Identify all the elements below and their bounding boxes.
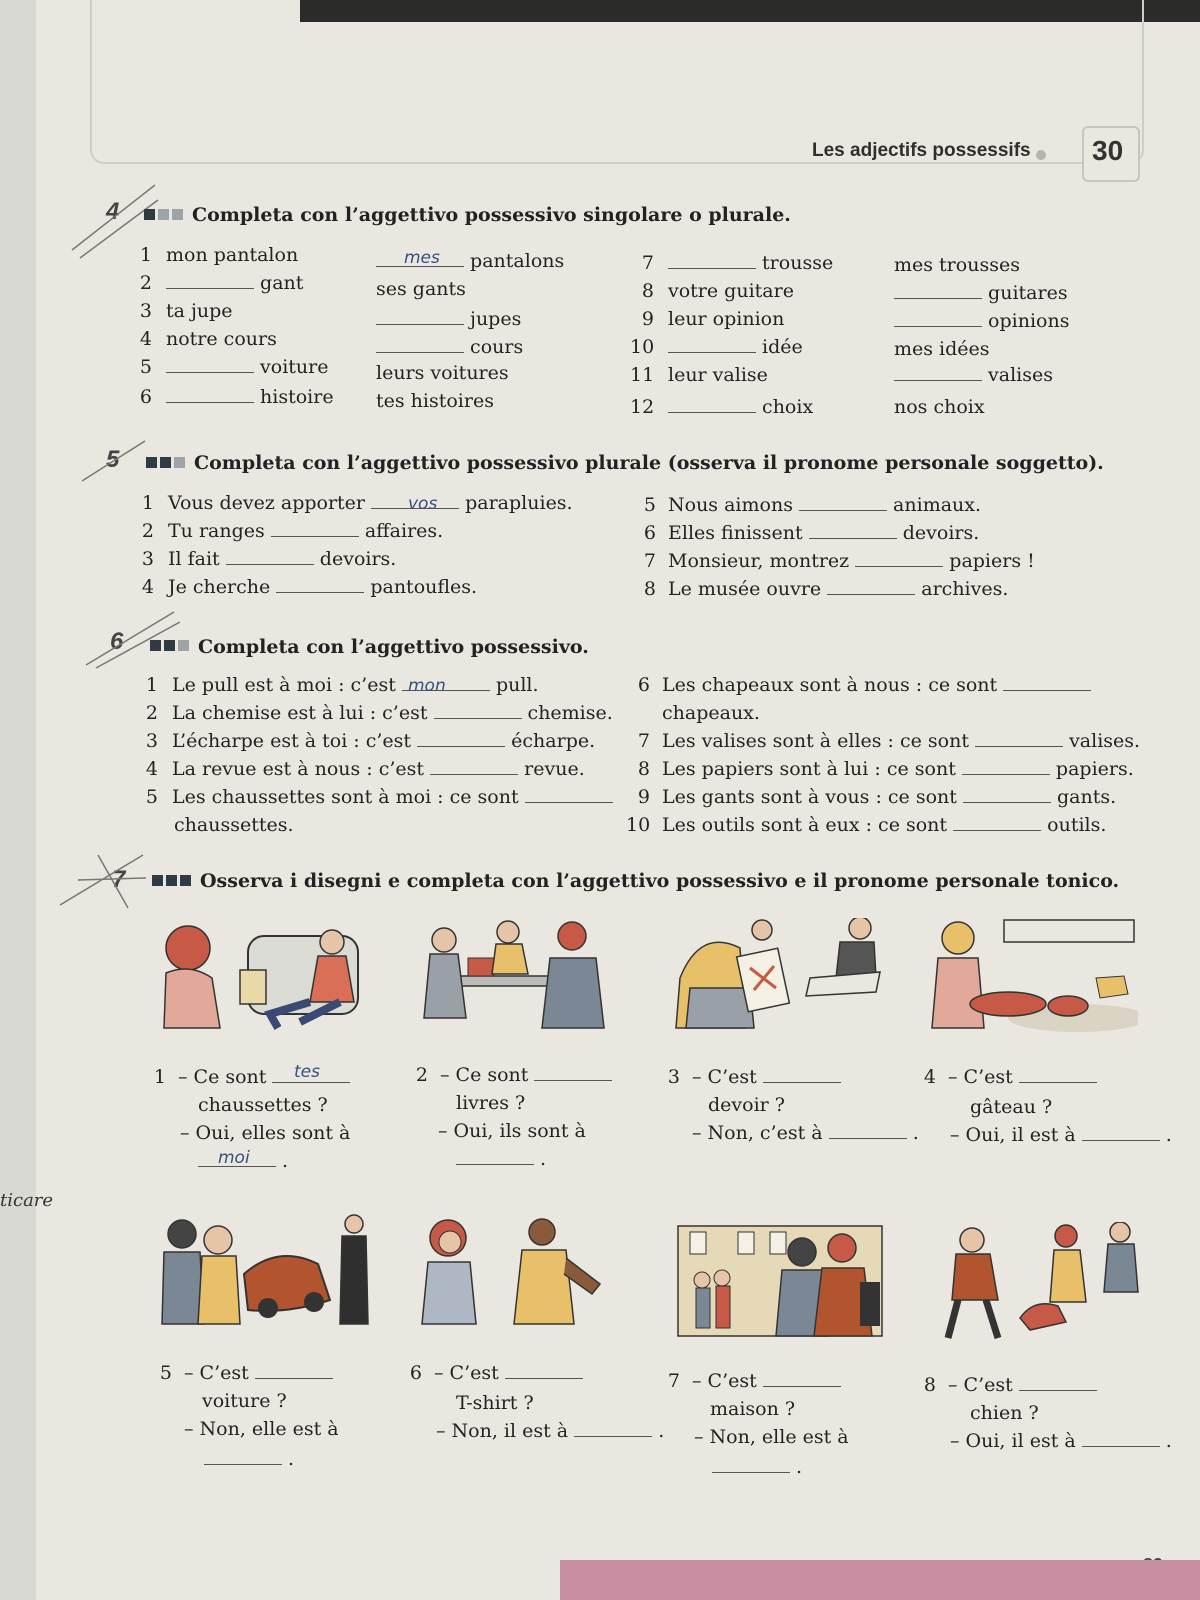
item-text: valises. <box>1069 730 1141 752</box>
item-text: Je cherche <box>168 576 271 598</box>
answer-blank[interactable] <box>763 1066 841 1083</box>
handwritten-answer: vos <box>408 494 438 514</box>
item-number: 8 <box>923 1374 936 1396</box>
item-text: – Oui, il est à <box>950 1124 1076 1146</box>
item-number: 5 <box>145 786 158 808</box>
item-text: Les chapeaux sont à nous : ce sont <box>662 674 998 696</box>
item-number: 7 <box>667 1370 680 1392</box>
item-singular: histoire <box>260 386 334 408</box>
answer-blank[interactable] <box>456 1148 534 1165</box>
answer-blank[interactable] <box>953 814 1041 831</box>
answer-blank[interactable] <box>1082 1430 1160 1447</box>
item-text: – C’est <box>184 1362 249 1384</box>
item-text: – Ce sont <box>440 1064 529 1086</box>
item-text: Les outils sont à eux : ce sont <box>662 814 948 836</box>
item-number: 5 <box>159 1362 172 1384</box>
item-singular: idée <box>762 336 803 358</box>
item-text: Elles finissent <box>668 522 803 544</box>
handwritten-answer: mes <box>404 248 440 268</box>
item-plural: guitares <box>988 282 1068 304</box>
item-text: T-shirt ? <box>456 1392 534 1414</box>
item-text: écharpe. <box>511 730 596 752</box>
answer-blank[interactable] <box>962 758 1050 775</box>
difficulty-square <box>166 875 177 886</box>
item-plural: pantalons <box>470 250 565 272</box>
answer-blank[interactable] <box>668 396 756 413</box>
item-text: parapluies. <box>465 492 573 514</box>
item-singular: mon pantalon <box>166 244 299 266</box>
item-number: 8 <box>637 758 650 780</box>
answer-blank[interactable] <box>166 272 254 289</box>
answer-blank[interactable] <box>855 550 943 567</box>
item-text: Vous devez apporter <box>168 492 366 514</box>
item-text: chaussettes. <box>174 814 294 836</box>
item-plural: ses gants <box>376 278 466 300</box>
item-plural: jupes <box>470 308 522 330</box>
answer-blank[interactable] <box>271 520 359 537</box>
item-text: chemise. <box>527 702 613 724</box>
difficulty-square <box>172 209 183 220</box>
item-singular: leur opinion <box>668 308 785 330</box>
item-text: chapeaux. <box>662 702 760 724</box>
item-plural: opinions <box>988 310 1070 332</box>
item-text: affaires. <box>364 520 444 542</box>
pencil-strike <box>58 850 148 910</box>
answer-blank[interactable] <box>829 1122 907 1139</box>
item-number: 6 <box>139 386 152 408</box>
item-plural: nos choix <box>894 396 985 418</box>
item-text: voiture ? <box>202 1390 287 1412</box>
answer-blank[interactable] <box>574 1420 652 1437</box>
answer-blank[interactable] <box>894 364 982 381</box>
exercise-5-number: 5 <box>106 446 120 473</box>
item-singular: votre guitare <box>668 280 794 302</box>
item-text: Les papiers sont à lui : ce sont <box>662 758 956 780</box>
answer-blank[interactable] <box>712 1456 790 1473</box>
item-number: 3 <box>139 300 152 322</box>
item-text: – Oui, elles sont à <box>180 1122 351 1144</box>
item-text: – Non, il est à <box>436 1420 569 1442</box>
item-plural: tes histoires <box>376 390 494 412</box>
difficulty-square <box>146 457 157 468</box>
item-text: – Oui, ils sont à <box>438 1120 586 1142</box>
item-number: 1 <box>145 674 158 696</box>
item-number: 4 <box>923 1066 936 1088</box>
item-text: chaussettes ? <box>198 1094 328 1116</box>
answer-blank[interactable] <box>434 702 522 719</box>
exercise-6-number: 6 <box>110 628 124 655</box>
item-singular: gant <box>260 272 304 294</box>
item-text: L’écharpe est à toi : c’est <box>172 730 412 752</box>
item-singular: trousse <box>762 252 834 274</box>
item-text: gâteau ? <box>970 1096 1053 1118</box>
page-number: 30 <box>1092 135 1124 166</box>
item-text: Le musée ouvre <box>668 578 822 600</box>
item-text: gants. <box>1057 786 1117 808</box>
difficulty-square <box>180 875 191 886</box>
difficulty-square <box>150 640 161 651</box>
item-text: – C’est <box>434 1362 499 1384</box>
difficulty-square <box>144 209 155 220</box>
exercise-4-number: 4 <box>106 198 120 225</box>
item-number: 6 <box>409 1362 422 1384</box>
item-number: 2 <box>145 702 158 724</box>
item-number: 8 <box>643 578 656 600</box>
item-number: 7 <box>637 730 650 752</box>
item-text: maison ? <box>710 1398 796 1420</box>
workbook-page-photo: Les adjectifs possessifs 30 4 Completa con l’aggettivo possessivo singolare o plurale. 1 mon pantalon pantalons mes 2 gant ses gants 3 ta jupe jupes 4 notre cours cours 5 voiture leurs voitures 6 histoire tes histoires 7 trousse mes trousses 8 votre guitare guitares 9 leur opinion opinions 10 idée mes idées 11 leur valise valises 12 choix nos choix 5 Completa con l’aggettivo possessivo plurale (osserva il pronome personale soggetto). 1 Vous devez apporter parapluies. vos 2 Tu ranges affaires. 3 Il fait devoirs. 4 Je cherche pantoufles. 5 Nous aimons animaux. 6 Elles finissent devoirs. 7 Monsieur, montrez papiers ! 8 Le musée ouvre archives. 6 Completa con l’aggettivo possessivo. 1 Le pull est à moi : c’est pull. mon 2 La chemise est à lui : c’est chemise. 3 L’écharpe est à toi : c’est écharpe. 4 La revue est à nous : c’est revue. 5 Les chaussettes sont à moi : ce sont chaussettes. 6 Les chapeaux sont à nous : ce sont chapeaux. 7 Les valises sont à elles : ce sont valises. 8 Les papiers sont à lui : ce sont papiers. 9 Les gants sont à vous : ce sont gants. 10 Les outils sont à eux : ce sont outils. 7 Osserva i disegni e completa con l’aggettivo possessivo e il pronome personale tonico. 1 – Ce sont tes chaussettes ? – Oui, elles sont à . moi 2 – Ce sont livres ? – Oui, ils sont à . 3 – C’est devoir ? – Non, c’est à . 4 – C’est gâteau ? – Oui, il est à . 5 – C’est voiture ? – Non, elle est à . 6 – C’est T-shirt ? – Non, il est à . 7 – C’est maison ? – Non, elle est à . 8 – C’est chien ? – Oui, il est à . ticare <box>0 0 1200 1600</box>
illustration-cake <box>928 918 1138 1046</box>
item-text: Nous aimons <box>668 494 793 516</box>
item-text: papiers. <box>1055 758 1134 780</box>
item-text: outils. <box>1047 814 1107 836</box>
item-number: 4 <box>145 758 158 780</box>
item-text: – Non, elle est à <box>184 1418 339 1440</box>
facing-page-edge <box>0 0 37 1600</box>
exercise-7-instruction: Osserva i disegni e completa con l’aggettivo possessivo e il pronome personale tonico. <box>200 870 1120 892</box>
answer-blank[interactable] <box>204 1448 282 1465</box>
item-text: livres ? <box>456 1092 526 1114</box>
item-plural: cours <box>470 336 524 358</box>
header-dot <box>1036 150 1046 160</box>
answer-blank[interactable] <box>534 1064 612 1081</box>
item-text: devoirs. <box>319 548 397 570</box>
illustration-books <box>412 918 612 1046</box>
item-text: Tu ranges <box>168 520 265 542</box>
item-number: 2 <box>139 272 152 294</box>
answer-blank[interactable] <box>276 576 364 593</box>
item-number: 5 <box>643 494 656 516</box>
facing-page-text: ticare <box>0 1190 54 1211</box>
answer-blank[interactable] <box>430 758 518 775</box>
item-number: 4 <box>141 576 154 598</box>
item-plural: mes trousses <box>894 254 1020 276</box>
difficulty-square <box>164 640 175 651</box>
item-number: 6 <box>643 522 656 544</box>
illustration-homework <box>670 918 890 1046</box>
handwritten-answer: mon <box>408 676 446 696</box>
item-text: – C’est <box>692 1370 757 1392</box>
illustration-house <box>674 1222 888 1340</box>
item-text: devoir ? <box>708 1094 785 1116</box>
item-singular: choix <box>762 396 814 418</box>
section-title: Les adjectifs possessifs <box>812 140 1031 161</box>
handwritten-answer: tes <box>294 1062 320 1082</box>
difficulty-square <box>152 875 163 886</box>
item-plural: valises <box>988 364 1054 386</box>
item-text: chien ? <box>970 1402 1039 1424</box>
item-number: 1 <box>139 244 152 266</box>
item-text: Il fait <box>168 548 220 570</box>
exercise-7-number: 7 <box>112 866 126 893</box>
answer-blank[interactable] <box>894 282 982 299</box>
answer-blank[interactable] <box>809 522 897 539</box>
item-text: – C’est <box>948 1374 1013 1396</box>
item-text: La revue est à nous : c’est <box>172 758 425 780</box>
item-text: – C’est <box>692 1066 757 1088</box>
item-number: 3 <box>141 548 154 570</box>
item-text: – Non, c’est à <box>692 1122 823 1144</box>
answer-blank[interactable] <box>255 1362 333 1379</box>
item-number: 6 <box>637 674 650 696</box>
item-number: 2 <box>415 1064 428 1086</box>
item-text: Les chaussettes sont à moi : ce sont <box>172 786 519 808</box>
item-number: 10 <box>626 814 651 836</box>
item-singular: leur valise <box>668 364 768 386</box>
pencil-strike <box>80 436 150 486</box>
answer-blank[interactable] <box>376 336 464 353</box>
handwritten-answer: moi <box>218 1148 250 1168</box>
answer-blank[interactable] <box>525 786 613 803</box>
item-number: 9 <box>637 786 650 808</box>
answer-blank[interactable] <box>975 730 1063 747</box>
illustration-car <box>158 1214 378 1338</box>
item-singular: voiture <box>260 356 329 378</box>
answer-blank[interactable] <box>1019 1374 1097 1391</box>
item-number: 7 <box>641 252 654 274</box>
answer-blank[interactable] <box>1082 1124 1160 1141</box>
answer-blank[interactable] <box>1019 1066 1097 1083</box>
illustration-dog <box>938 1222 1148 1344</box>
item-text: Les valises sont à elles : ce sont <box>662 730 969 752</box>
item-text: revue. <box>524 758 585 780</box>
item-number: 1 <box>153 1066 166 1088</box>
answer-blank[interactable] <box>166 356 254 373</box>
answer-blank[interactable] <box>166 386 254 403</box>
item-text: animaux. <box>893 494 982 516</box>
item-number: 5 <box>139 356 152 378</box>
item-number: 2 <box>141 520 154 542</box>
answer-blank[interactable] <box>668 252 756 269</box>
item-number: 3 <box>667 1066 680 1088</box>
item-singular: notre cours <box>166 328 277 350</box>
answer-blank[interactable] <box>226 548 314 565</box>
item-number: 9 <box>641 308 654 330</box>
item-text: devoirs. <box>902 522 980 544</box>
answer-blank[interactable] <box>668 336 756 353</box>
exercise-6-instruction: Completa con l’aggettivo possessivo. <box>198 636 589 658</box>
item-number: 1 <box>141 492 154 514</box>
item-text: Les gants sont à vous : ce sont <box>662 786 957 808</box>
background-fabric <box>560 1560 1200 1600</box>
item-text: – Non, elle est à <box>694 1426 849 1448</box>
item-number: 11 <box>630 364 655 386</box>
answer-blank[interactable] <box>894 310 982 327</box>
answer-blank[interactable] <box>1003 674 1091 691</box>
item-number: 3 <box>145 730 158 752</box>
illustration-tshirt <box>418 1214 618 1338</box>
item-plural: leurs voitures <box>376 362 509 384</box>
item-text: Le pull est à moi : c’est <box>172 674 396 696</box>
item-number: 4 <box>139 328 152 350</box>
item-text: pull. <box>495 674 539 696</box>
answer-blank[interactable] <box>505 1362 583 1379</box>
item-text: pantoufles. <box>370 576 478 598</box>
answer-blank[interactable] <box>827 578 915 595</box>
answer-blank[interactable] <box>417 730 505 747</box>
item-text: papiers ! <box>949 550 1035 572</box>
item-number: 8 <box>641 280 654 302</box>
exercise-5-instruction: Completa con l’aggettivo possessivo plurale (osserva il pronome personale soggetto). <box>194 452 1104 474</box>
difficulty-square <box>178 640 189 651</box>
item-text: archives. <box>921 578 1009 600</box>
item-plural: mes idées <box>894 338 990 360</box>
answer-blank[interactable] <box>763 1370 841 1387</box>
illustration-socks <box>150 918 370 1046</box>
item-number: 7 <box>643 550 656 572</box>
difficulty-square <box>174 457 185 468</box>
item-text: – Oui, il est à <box>950 1430 1076 1452</box>
item-text: – Ce sont <box>178 1066 267 1088</box>
item-singular: ta jupe <box>166 300 233 322</box>
answer-blank[interactable] <box>376 308 464 325</box>
difficulty-square <box>158 209 169 220</box>
item-number: 12 <box>630 396 655 418</box>
exercise-4-instruction: Completa con l’aggettivo possessivo singolare o plurale. <box>192 204 791 226</box>
answer-blank[interactable] <box>799 494 887 511</box>
difficulty-square <box>160 457 171 468</box>
item-text: La chemise est à lui : c’est <box>172 702 428 724</box>
item-number: 10 <box>630 336 655 358</box>
item-text: – C’est <box>948 1066 1013 1088</box>
answer-blank[interactable] <box>963 786 1051 803</box>
item-text: Monsieur, montrez <box>668 550 850 572</box>
